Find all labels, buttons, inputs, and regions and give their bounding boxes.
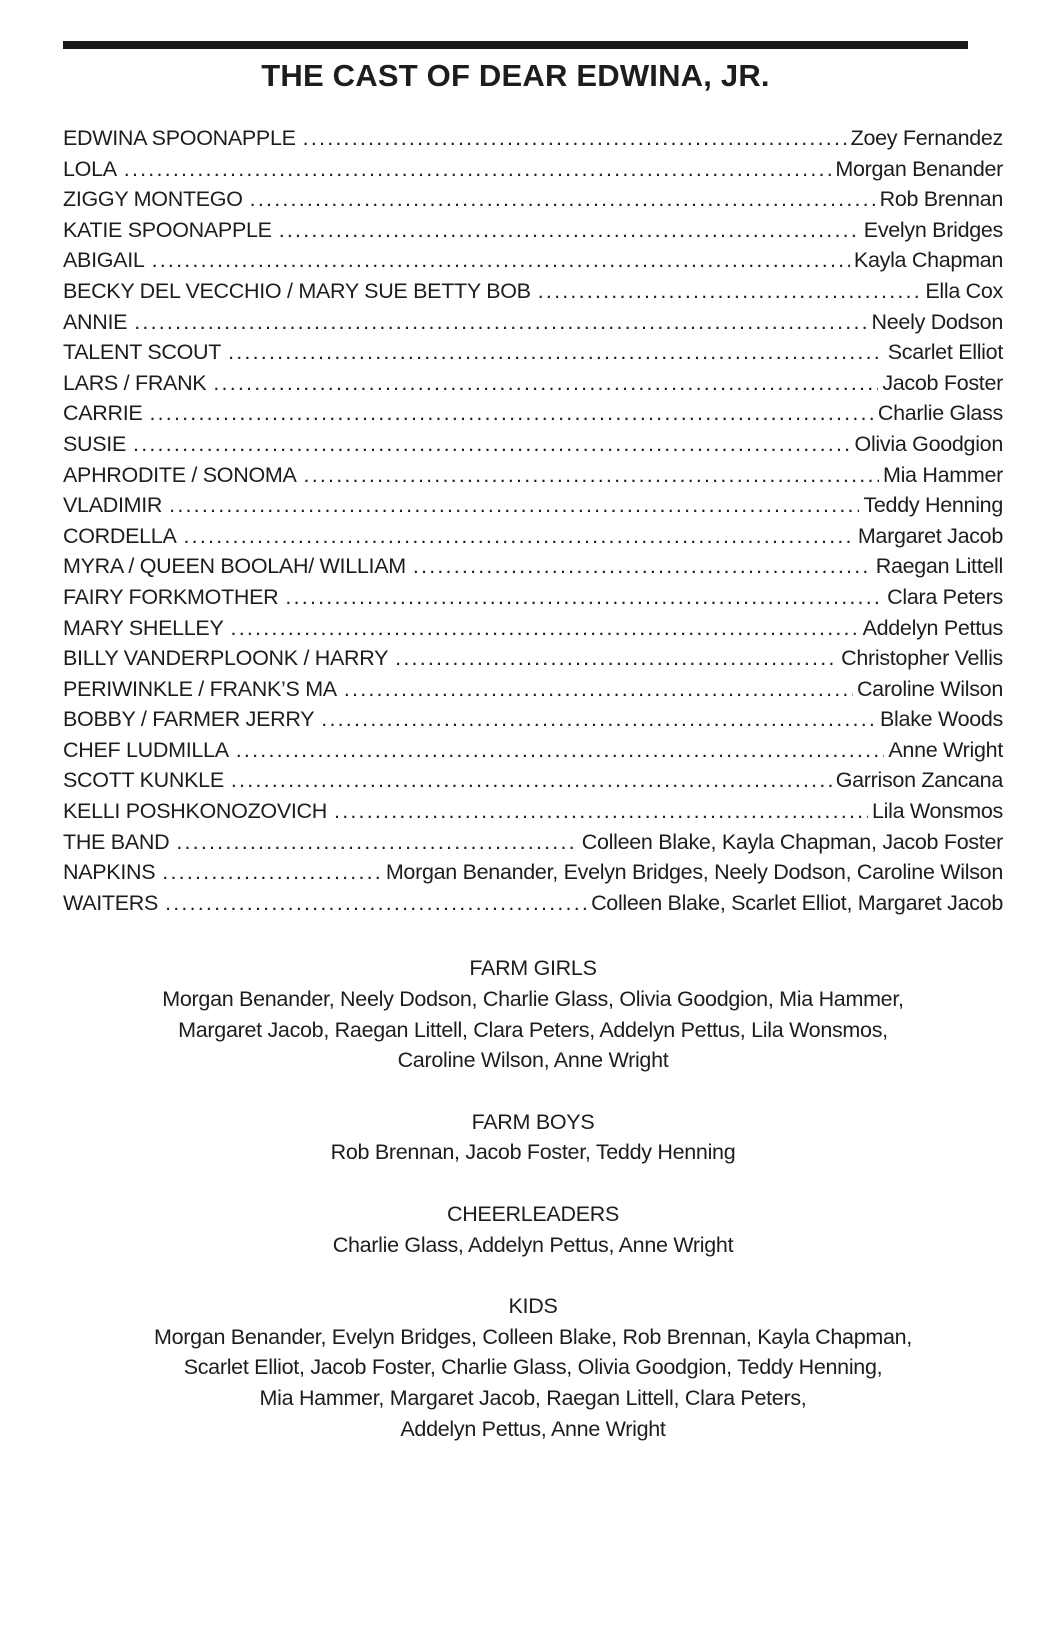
dot-leader (285, 582, 883, 613)
actor-name: Charlie Glass (877, 401, 1003, 426)
role-name: VLADIMIR (63, 493, 163, 518)
actor-name: Teddy Henning (863, 493, 1003, 518)
cast-row (63, 460, 1003, 491)
role-name: CARRIE (63, 401, 143, 426)
group-section (63, 1291, 1003, 1444)
actor-name: Kayla Chapman (853, 248, 1003, 273)
actor-name: Colleen Blake, Scarlet Elliot, Margaret Jacob (591, 890, 1003, 915)
cast-row (63, 521, 1003, 552)
group-members-line: Mia Hammer, Margaret Jacob, Raegan Littell, Clara Peters, (259, 1385, 807, 1410)
cast-row (63, 827, 1003, 858)
role-name: EDWINA SPOONAPPLE (63, 126, 296, 150)
cast-row (63, 215, 1003, 246)
cast-row (63, 735, 1003, 766)
cast-row (63, 276, 1003, 307)
group-title: KIDS (508, 1294, 558, 1319)
actor-name: Ella Cox (925, 278, 1003, 303)
dot-leader (303, 123, 847, 154)
dot-leader (321, 704, 876, 735)
dot-leader (231, 765, 832, 796)
cast-row (63, 704, 1003, 735)
role-name: ABIGAIL (63, 248, 145, 273)
role-name: MYRA / QUEEN BOOLAH/ WILLIAM (63, 554, 406, 579)
actor-name: Jacob Foster (882, 370, 1003, 395)
dot-leader (304, 460, 879, 491)
cast-row (63, 765, 1003, 796)
actor-name: Garrison Zancana (835, 768, 1003, 793)
group-members-line: Scarlet Elliot, Jacob Foster, Charlie Glass, Olivia Goodgion, Teddy Henning, (183, 1355, 883, 1380)
dot-leader (176, 827, 577, 858)
group-section (63, 953, 1003, 1075)
role-name: CORDELLA (63, 523, 177, 548)
role-name: BILLY VANDERPLOONK / HARRY (63, 646, 389, 671)
cast-row (63, 245, 1003, 276)
cast-row (63, 582, 1003, 613)
dot-leader (344, 674, 853, 705)
group-members-line: Addelyn Pettus, Anne Wright (400, 1416, 666, 1441)
dot-leader (169, 490, 859, 521)
group-section (63, 1199, 1003, 1260)
group-section (63, 1107, 1003, 1168)
role-name: LOLA (63, 156, 117, 181)
actor-name: Mia Hammer (882, 462, 1003, 487)
role-name: THE BAND (63, 829, 170, 854)
dot-leader (162, 857, 382, 888)
dot-leader (334, 796, 868, 827)
cast-row (63, 307, 1003, 338)
dot-leader (152, 245, 850, 276)
role-name: FAIRY FORKMOTHER (63, 584, 279, 609)
actor-name: Caroline Wilson (856, 676, 1003, 701)
role-name: SCOTT KUNKLE (63, 768, 224, 793)
actor-name: Clara Peters (887, 584, 1003, 609)
dot-leader (133, 429, 850, 460)
dot-leader (149, 398, 873, 429)
dot-leader (236, 735, 885, 766)
actor-name: Anne Wright (888, 737, 1003, 762)
actor-name: Margaret Jacob (857, 523, 1003, 548)
dot-leader (538, 276, 922, 307)
role-name: BECKY DEL VECCHIO / MARY SUE BETTY BOB (63, 278, 531, 303)
dot-leader (134, 307, 867, 338)
group-members-line: Morgan Benander, Neely Dodson, Charlie Glass, Olivia Goodgion, Mia Hammer, (162, 987, 904, 1012)
role-name: ZIGGY MONTEGO (63, 187, 243, 212)
actor-name: Lila Wonsmos (871, 799, 1003, 824)
cast-row (63, 398, 1003, 429)
role-name: WAITERS (63, 890, 159, 915)
cast-row (63, 796, 1003, 827)
group-members-line: Caroline Wilson, Anne Wright (397, 1048, 669, 1073)
cast-row (63, 613, 1003, 644)
cast-row (63, 368, 1003, 399)
cast-row (63, 643, 1003, 674)
dot-leader (279, 215, 860, 246)
cast-row (63, 123, 1003, 154)
cast-row (63, 429, 1003, 460)
page-title: THE CAST OF DEAR EDWINA, JR. (261, 58, 770, 93)
cast-row (63, 888, 1003, 919)
group-title: CHEERLEADERS (446, 1202, 620, 1226)
actor-name: Colleen Blake, Kayla Chapman, Jacob Foster (581, 829, 1003, 854)
dot-leader (184, 521, 854, 552)
dot-leader (124, 154, 832, 185)
role-name: MARY SHELLEY (63, 615, 224, 640)
group-title: FARM BOYS (471, 1109, 595, 1134)
dot-leader (213, 368, 878, 399)
cast-row (63, 551, 1003, 582)
actor-name: Evelyn Bridges (863, 217, 1003, 242)
actor-name: Blake Woods (880, 707, 1003, 732)
role-name: KATIE SPOONAPPLE (63, 217, 272, 242)
actor-name: Olivia Goodgion (854, 431, 1003, 456)
role-name: APHRODITE / SONOMA (63, 462, 297, 487)
cast-list (63, 123, 1003, 918)
cast-row (63, 337, 1003, 368)
role-name: TALENT SCOUT (63, 340, 222, 365)
dot-leader (413, 551, 872, 582)
group-members-line: Margaret Jacob, Raegan Littell, Clara Peters, Addelyn Pettus, Lila Wonsmos, (178, 1017, 888, 1042)
actor-name: Scarlet Elliot (887, 340, 1003, 365)
role-name: PERIWINKLE / FRANK’S MA (63, 676, 337, 701)
actor-name: Neely Dodson (871, 309, 1003, 334)
role-name: LARS / FRANK (63, 370, 207, 395)
group-members-line: Morgan Benander, Evelyn Bridges, Colleen Blake, Rob Brennan, Kayla Chapman, (154, 1324, 912, 1349)
role-name: CHEF LUDMILLA (63, 737, 229, 762)
dot-leader (228, 337, 884, 368)
dot-leader (250, 184, 876, 215)
top-rule (63, 41, 968, 49)
dot-leader (231, 613, 859, 644)
ensemble-groups (63, 953, 1003, 1444)
actor-name: Morgan Benander, Evelyn Bridges, Neely Dodson, Caroline Wilson (385, 860, 1003, 885)
cast-row (63, 184, 1003, 215)
cast-row (63, 674, 1003, 705)
actor-name: Christopher Vellis (841, 646, 1003, 671)
role-name: KELLI POSHKONOZOVICH (63, 799, 328, 824)
role-name: ANNIE (63, 309, 128, 334)
actor-name: Rob Brennan (879, 187, 1003, 212)
actor-name: Addelyn Pettus (862, 615, 1003, 640)
dot-leader (395, 643, 837, 674)
group-members-line: Rob Brennan, Jacob Foster, Teddy Henning (330, 1140, 736, 1165)
role-name: SUSIE (63, 431, 127, 456)
cast-row (63, 490, 1003, 521)
role-name: BOBBY / FARMER JERRY (63, 707, 315, 732)
dot-leader (165, 888, 587, 919)
cast-row (63, 857, 1003, 888)
cast-row (63, 154, 1003, 185)
role-name: NAPKINS (63, 860, 156, 885)
group-members-line: Charlie Glass, Addelyn Pettus, Anne Wright (332, 1232, 734, 1257)
actor-name: Zoey Fernandez (850, 126, 1003, 150)
group-title: FARM GIRLS (469, 956, 597, 981)
actor-name: Raegan Littell (875, 554, 1003, 579)
actor-name: Morgan Benander (835, 156, 1003, 181)
